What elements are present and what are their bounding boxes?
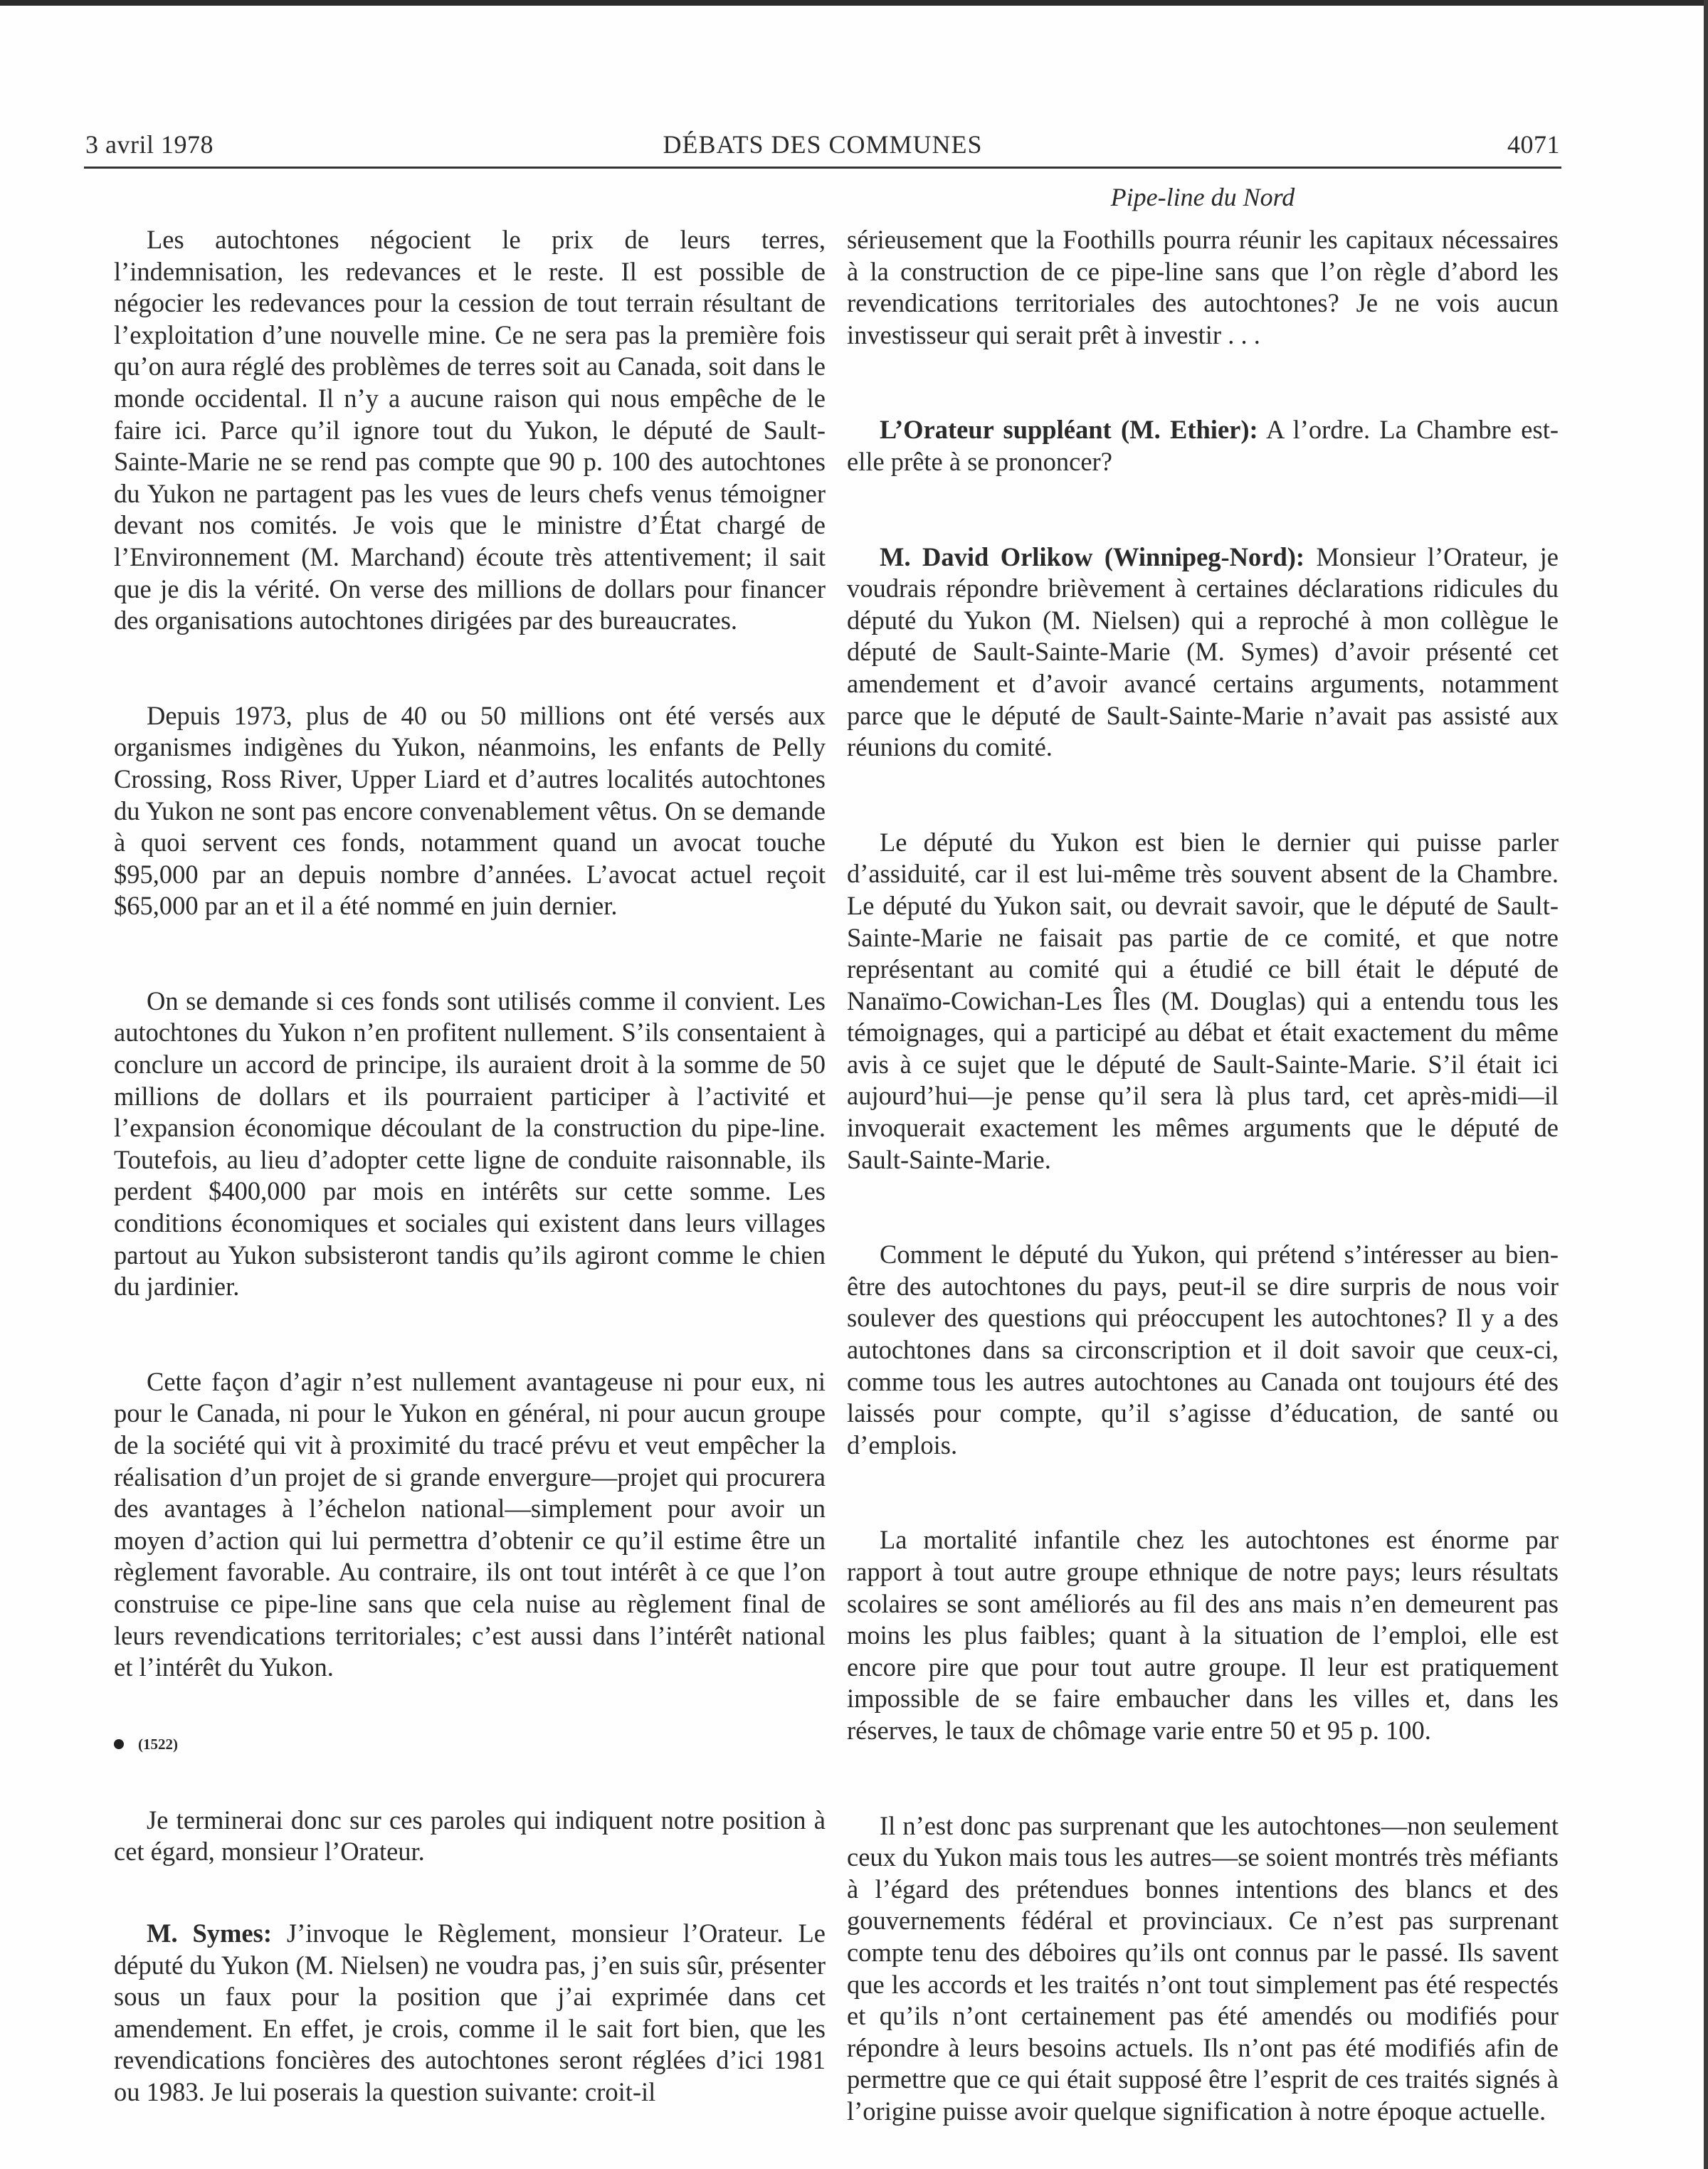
time-marker-text: (1522) bbox=[138, 1735, 178, 1753]
bullet-icon bbox=[114, 1739, 124, 1749]
paragraph: Depuis 1973, plus de 40 ou 50 millions ont été versés aux organismes indigènes du Yukon, néanmoins, les enfants de Pelly Crossing, Ross River, Upper Liard et d’autres localités autochtones du Yukon ne sont pas encore convenablement vêtus. On se demande à quoi servent ces fonds, notamment quand un avocat touche $95,000 par an depuis nombre d’années. L’avocat actuel reçoit $65,000 par an et il a été nommé en juin dernier. bbox=[114, 700, 826, 921]
paragraph: Je terminerai donc sur ces paroles qui indiquent notre position à cet égard, monsieur l’Orateur. bbox=[114, 1805, 826, 1867]
speech-paragraph bbox=[114, 1918, 826, 2109]
speaker-name: L’Orateur suppléant (M. Ethier): bbox=[880, 415, 1258, 445]
scan-edge-top bbox=[0, 0, 1708, 6]
speaker-name: M. David Orlikow (Winnipeg-Nord): bbox=[880, 542, 1305, 571]
speech-paragraph bbox=[847, 414, 1559, 477]
speaker-name: M. Symes: bbox=[147, 1918, 272, 1948]
paragraph: Le député du Yukon est bien le dernier qui puisse parler d’assiduité, car il est lui-même très souvent absent de la Chambre. Le député du Yukon sait, ou devrait savoir, que le député de Sault-Sainte-Marie ne faisait pas partie de ce comité, et que notre représentant au comité qui a étudié ce bill était le député de Nanaïmo-Cowichan-Les Îles (M. Douglas) qui a entendu tous les témoignages, qui a participé au débat et était exactement du même avis à ce sujet que le député de Sault-Sainte-Marie. S’il était ici aujourd’hui—je pense qu’il sera là plus tard, cet après-midi—il invoquerait exactement les mêmes arguments que le député de Sault-Sainte-Marie. bbox=[847, 827, 1559, 1174]
speech-text: A l’ordre. La Chambre est-elle prête à se prononcer? bbox=[847, 415, 1559, 476]
paragraph: On se demande si ces fonds sont utilisés comme il convient. Les autochtones du Yukon n’en profitent nullement. S’ils consentaient à conclure un accord de principe, ils auraient droit à la somme de 50 millions de dollars et ils pourraient participer à l’activité et l’expansion économique découlant de la construction du pipe-line. Toutefois, au lieu d’adopter cette ligne de conduite raisonnable, ils perdent $400,000 par mois en intérêts sur cette somme. Les conditions économiques et sociales qui existent dans leurs villages partout au Yukon subsisteront tandis qu’ils agiront comme le chien du jardinier. bbox=[114, 986, 826, 1302]
header-date: 3 avril 1978 bbox=[85, 130, 214, 159]
paragraph: Cette façon d’agir n’est nullement avantageuse ni pour eux, ni pour le Canada, ni pour le Yukon en général, ni pour aucun groupe de la société qui vit à proximité du tracé prévu et veut empêcher la réalisation d’un projet de si grande envergure—projet qui procurera des avantages à l’échelon national—simplement pour avoir un moyen d’action qui lui permettra d’obtenir ce qu’il estime être un règlement favorable. Au contraire, ils ont tout intérêt à ce que l’on construise ce pipe-line sans que cela nuise au règlement final de leurs revendications territoriales; c’est aussi dans l’intérêt national et l’intérêt du Yukon. bbox=[114, 1366, 826, 1682]
header-rule bbox=[84, 167, 1561, 169]
scan-edge-right bbox=[1704, 0, 1708, 2169]
paragraph: Il n’est donc pas surprenant que les autochtones—non seulement ceux du Yukon mais tous les autres—se soient montrés très méfiants à l’égard des prétendues bonnes intentions des blancs et des gouvernements fédéral et provinciaux. Ce n’est pas surprenant compte tenu des déboires qu’ils ont connus par le passé. Ils savent que les accords et les traités n’ont tout simplement pas été respectés et qu’ils n’ont certainement pas été amendés ou modifiés pour répondre à leurs besoins actuels. Ils n’ont pas été modifiés afin de permettre que ce qui était supposé être l’esprit de ces traités signés à l’origine puisse avoir quelque signification à notre époque actuelle. bbox=[847, 1810, 1559, 2126]
speech-paragraph bbox=[847, 542, 1559, 764]
speech-text: Monsieur l’Orateur, je voudrais répondre brièvement à certaines déclarations ridicules du député du Yukon (M. Nielsen) qui a reproché à mon collègue le député de Sault-Sainte-Marie (M. Symes) d’avoir présenté cet amendement et d’avoir avancé certains arguments, notamment parce que le député de Sault-Sainte-Marie n’avait pas assisté aux réunions du comité. bbox=[847, 542, 1559, 762]
speech-text: J’invoque le Règlement, monsieur l’Orateur. Le député du Yukon (M. Nielsen) ne voudra pas, j’en suis sûr, présenter sous un faux pour la position que j’ai exprimée dans cet amendement. En effet, je crois, comme il le sait fort bien, que les revendications foncières des autochtones seront réglées d’ici 1981 ou 1983. Je lui poserais la question suivante: croit-il bbox=[114, 1918, 826, 2106]
left-column bbox=[114, 224, 826, 2109]
paragraph: Comment le député du Yukon, qui prétend s’intéresser au bien-être des autochtones du pays, peut-il se dire surpris de nous voir soulever des questions qui préoccupent les autochtones? Il y a des autochtones dans sa circonscription et il doit savoir que ceux-ci, comme tous les autres autochtones au Canada ont toujours été des laissés pour compte, qu’il s’agisse d’éducation, de santé ou d’emplois. bbox=[847, 1240, 1559, 1460]
page-header bbox=[85, 130, 1560, 165]
time-marker bbox=[114, 1733, 826, 1755]
header-publication: DÉBATS DES COMMUNES bbox=[663, 130, 983, 159]
paragraph: Les autochtones négocient le prix de leurs terres, l’indemnisation, les redevances et le reste. Il est possible de négocier les redevances pour la cession de tout terrain résultant de l’exploitation d’une nouvelle mine. Ce ne sera pas la première fois qu’on aura réglé des problèmes de terres soit au Canada, soit dans le monde occidental. Il n’y a aucune raison qui nous empêche de le faire ici. Parce qu’il ignore tout du Yukon, le député de Sault-Sainte-Marie ne se rend pas compte que 90 p. 100 des autochtones du Yukon ne partagent pas les vues de leurs chefs venus témoigner devant nos comités. Je vois que le ministre d’État chargé de l’Environnement (M. Marchand) écoute très attentivement; il sait que je dis la vérité. On verse des millions de dollars pour financer des organisations autochtones dirigées par des bureaucrates. bbox=[114, 225, 826, 635]
paragraph: sérieusement que la Foothills pourra réunir les capitaux nécessaires à la construction de ce pipe-line sans que l’on règle d’abord les revendications territoriales des autochtones? Je ne vois aucun investisseur qui serait prêt à investir . . . bbox=[847, 225, 1559, 349]
header-page-number: 4071 bbox=[1507, 130, 1560, 159]
right-column bbox=[847, 224, 1559, 2128]
paragraph: La mortalité infantile chez les autochtones est énorme par rapport à tout autre groupe ethnique de notre pays; leurs résultats scolaires se sont améliorés au fil des ans mais n’en demeurent pas moins les plus faibles; quant à la situation de l’emploi, elle est encore pire que pour tout autre groupe. Il leur est pratiquement impossible de se faire embaucher dans les villes et, dans les réserves, le taux de chômage varie entre 50 et 95 p. 100. bbox=[847, 1525, 1559, 1745]
running-subject: Pipe-line du Nord bbox=[1110, 183, 1295, 211]
